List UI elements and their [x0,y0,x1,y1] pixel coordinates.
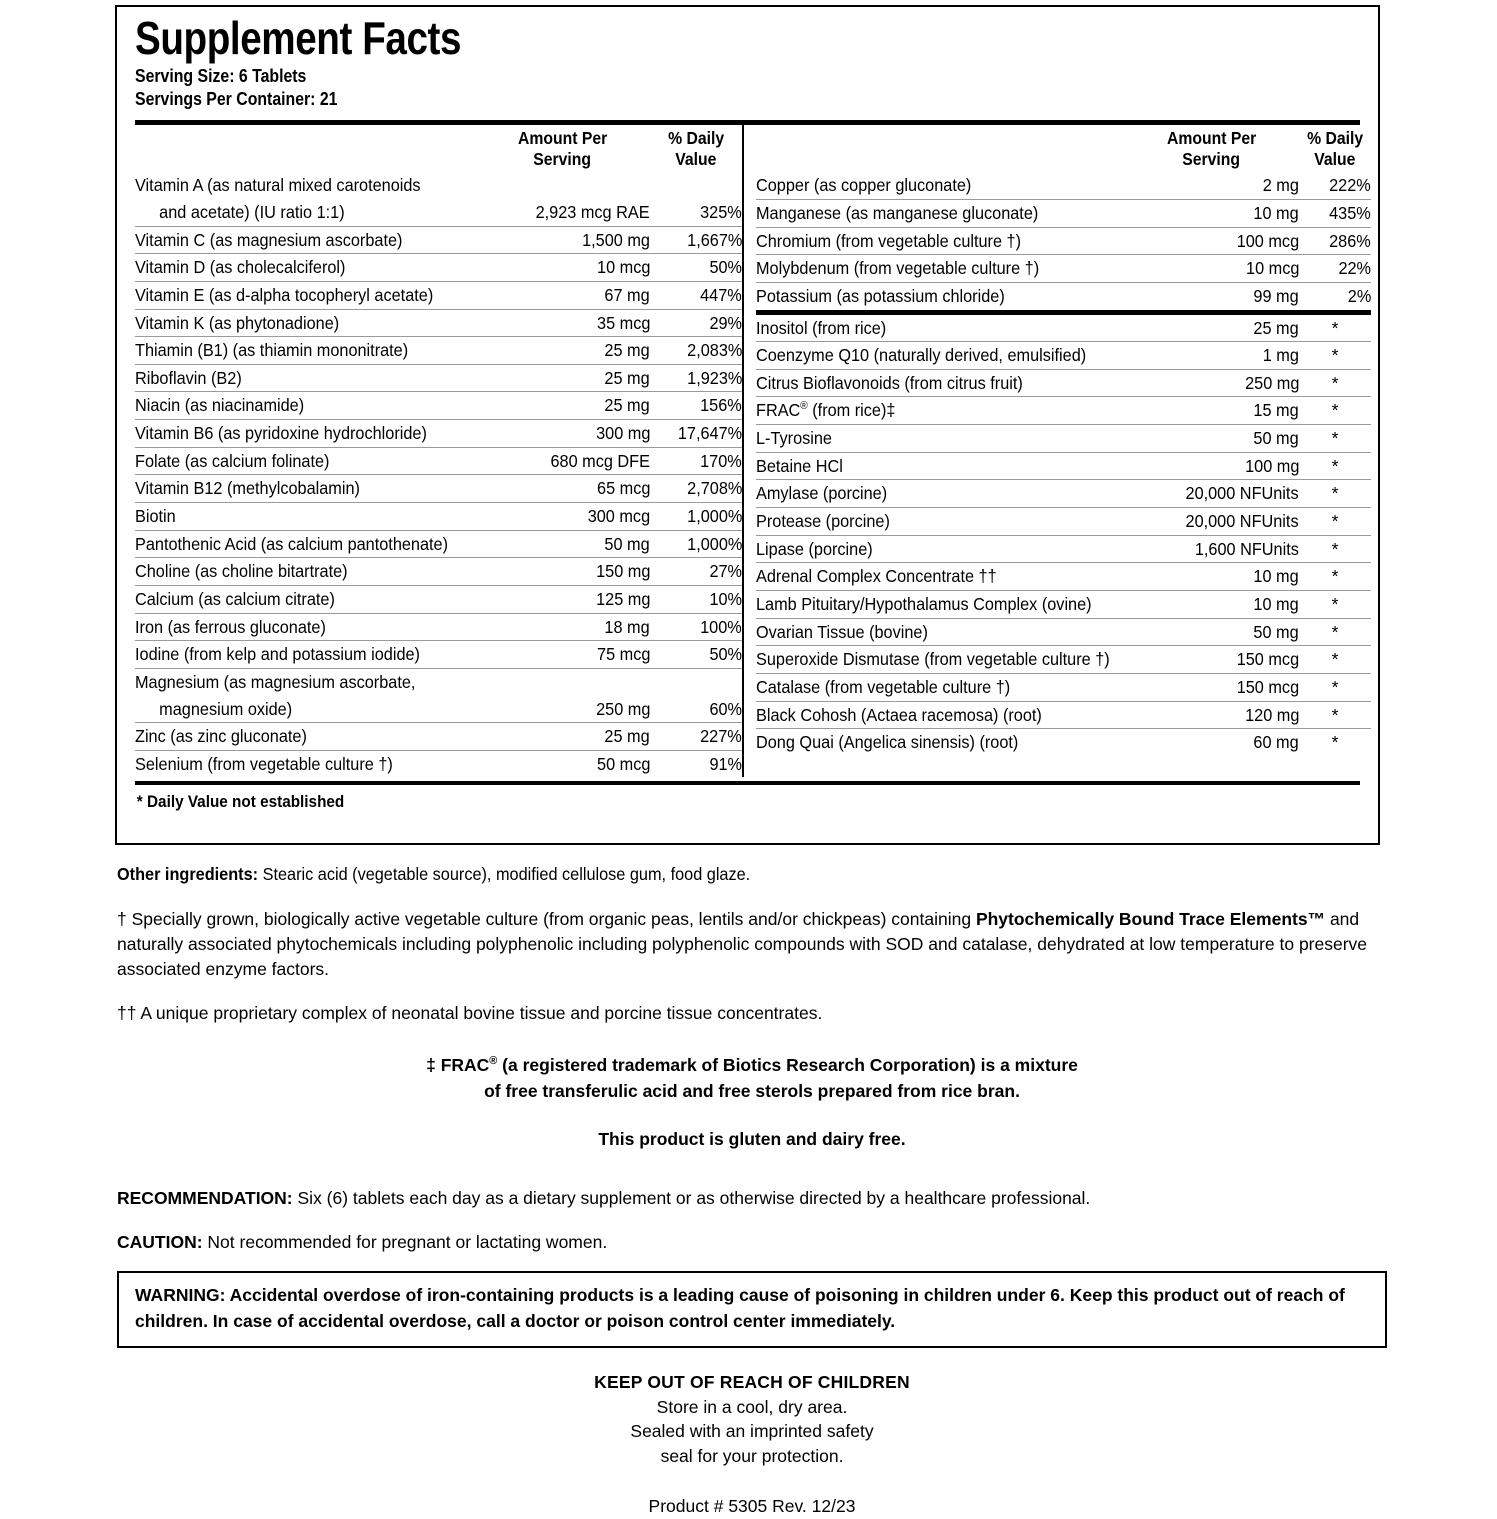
nutrient-amount: 1,600 NFUnits [1124,535,1299,563]
nutrient-row [135,750,742,777]
storage-line-1: Store in a cool, dry area. [656,1396,848,1417]
nutrient-name: Chromium (from vegetable culture †) [756,227,1124,255]
nutrient-dv: * [1299,729,1371,756]
nutrient-amount: 60 mg [1124,729,1299,756]
nutrient-amount: 50 mg [1124,425,1299,453]
caution-text: Not recommended for pregnant or lactating women. [202,1232,608,1253]
nutrient-row [756,535,1371,563]
storage-line-2: Sealed with an imprinted safety [630,1421,874,1441]
nutrient-name: Superoxide Dismutase (from vegetable culture †) [756,646,1124,674]
frac-trademark-block [117,1052,1387,1105]
nutrient-dv: 50% [650,641,742,669]
nutrient-name: Vitamin E (as d-alpha tocopheryl acetate) [135,281,475,309]
nutrient-amount: 25 mg [475,723,650,751]
right-nutrient-column [744,125,1371,777]
nutrient-row [756,172,1371,199]
nutrient-amount: 18 mg [475,613,650,641]
nutrient-name: Riboflavin (B2) [135,364,475,392]
nutrient-amount: 250 mg [595,698,650,719]
nutrient-row [756,425,1371,453]
nutrient-amount: 150 mg [475,558,650,586]
nutrient-dv: 100% [650,613,742,641]
nutrient-amount: 10 mg [1124,199,1299,227]
nutrient-amount: 10 mg [1124,563,1299,591]
nutrient-row [135,172,742,199]
nutrient-row [756,508,1371,536]
nutrient-dv: * [1299,590,1371,618]
nutrient-name: Potassium (as potassium chloride) [756,282,1124,309]
nutrient-row [135,447,742,475]
nutrient-dv: * [1299,452,1371,480]
right-header-amount-l2: Serving [1182,148,1241,169]
right-table-body [756,172,1371,755]
nutrient-dv: 1,000% [650,503,742,531]
nutrient-dv: 1,000% [650,530,742,558]
nutrient-dv [650,172,742,199]
caution-paragraph [117,1230,1387,1255]
nutrient-amount: 250 mg [1124,369,1299,397]
nutrient-amount: 100 mg [1124,452,1299,480]
nutrient-columns [135,125,1371,777]
nutrient-amount: 20,000 NFUnits [1124,480,1299,508]
nutrient-row [756,315,1371,342]
nutrient-dv: * [1331,317,1339,338]
nutrient-row [756,199,1371,227]
nutrient-dv: 10% [650,585,742,613]
nutrient-row [135,392,742,420]
nutrient-name: Zinc (as zinc gluconate) [135,723,475,751]
keep-out-of-reach-heading: KEEP OUT OF REACH OF CHILDREN [594,1372,910,1392]
nutrient-name: Coenzyme Q10 (naturally derived, emulsified) [756,342,1124,370]
left-table-body [135,172,742,777]
product-code: Product # 5305 Rev. 12/23 [648,1496,856,1516]
nutrient-name: Vitamin D (as cholecalciferol) [135,254,475,282]
nutrient-name: FRAC® (from rice)‡ [756,397,1124,425]
nutrient-name: Catalase (from vegetable culture †) [756,673,1124,701]
nutrient-dv: * [1299,618,1371,646]
nutrient-row [756,452,1371,480]
nutrient-row [756,618,1371,646]
left-header-dv-l1: % Daily [667,128,725,149]
dagger-footnote [117,907,1387,982]
nutrient-dv: 286% [1299,227,1371,255]
nutrient-amount: 75 mcg [475,641,650,669]
nutrient-name: Iodine (from kelp and potassium iodide) [135,641,475,669]
nutrient-amount: 150 mcg [1124,673,1299,701]
frac-line-1 [117,1052,1387,1078]
nutrient-dv: 2,083% [650,337,742,365]
right-table-header-row [756,125,1371,172]
nutrient-amount: 65 mcg [475,475,650,503]
nutrient-dv: 222% [1329,175,1371,196]
nutrient-row [756,255,1371,283]
nutrient-dv: 22% [1299,255,1371,283]
nutrient-name: Manganese (as manganese gluconate) [756,199,1124,227]
nutrient-dv: 2% [1299,282,1371,309]
nutrient-name: Molybdenum (from vegetable culture †) [756,255,1124,283]
nutrient-name: Copper (as copper gluconate) [756,175,972,196]
nutrient-row [756,673,1371,701]
supplement-facts-panel [115,5,1380,845]
nutrient-name: Selenium (from vegetable culture †) [135,750,475,777]
nutrient-amount: 120 mg [1124,701,1299,729]
nutrient-row [135,364,742,392]
nutrient-row [135,723,742,751]
warning-text: WARNING: Accidental overdose of iron-containing products is a leading cause of poisoning in children under 6. Keep this product out of reach of children. In case of accidental overdose, call a doctor or poison control center immediately. [135,1285,1345,1331]
nutrient-name: Dong Quai (Angelica sinensis) (root) [756,729,1124,756]
nutrient-dv: 435% [1299,199,1371,227]
nutrient-row [756,563,1371,591]
gluten-dairy-free-statement: This product is gluten and dairy free. [598,1128,906,1149]
nutrient-row [135,309,742,337]
nutrient-dv: 2,708% [650,475,742,503]
nutrient-row [135,254,742,282]
nutrient-amount: 125 mg [475,585,650,613]
nutrient-row [135,530,742,558]
nutrient-dv: * [1299,563,1371,591]
nutrient-dv: * [1299,342,1371,370]
nutrient-amount: 99 mg [1124,282,1299,309]
trace-elements-trademark: Phytochemically Bound Trace Elements™ [975,908,1326,929]
nutrient-name: Vitamin B6 (as pyridoxine hydrochloride) [135,420,475,448]
nutrient-amount: 50 mg [1124,618,1299,646]
nutrient-amount: 10 mcg [1124,255,1299,283]
nutrient-name: Vitamin C (as magnesium ascorbate) [135,226,475,254]
nutrient-amount: 300 mg [475,420,650,448]
panel-title: Supplement Facts [135,12,462,64]
nutrient-dv: 17,647% [650,420,742,448]
nutrient-row [135,226,742,254]
nutrient-row [756,590,1371,618]
nutrient-name: Black Cohosh (Actaea racemosa) (root) [756,701,1124,729]
right-header-dv-l1: % Daily [1306,128,1364,149]
nutrient-row [756,701,1371,729]
nutrient-name: and acetate) (IU ratio 1:1) [159,201,345,222]
nutrient-name: Vitamin B12 (methylcobalamin) [135,475,475,503]
dv-footnote: * Daily Value not established [136,792,345,812]
nutrient-amount: 10 mcg [475,254,650,282]
nutrient-name: Choline (as choline bitartrate) [135,558,475,586]
nutrient-amount: 67 mg [475,281,650,309]
nutrient-row [135,475,742,503]
nutrient-amount: 15 mg [1124,397,1299,425]
dagger-footnote-part1: † Specially grown, biologically active vegetable culture (from organic peas, lentils and/or chickpeas) containing [117,908,976,929]
nutrient-dv: 156% [650,392,742,420]
nutrient-dv: 1,667% [650,226,742,254]
nutrient-dv: * [1299,397,1371,425]
nutrient-amount: 680 mcg DFE [475,447,650,475]
serving-size: Serving Size: 6 Tablets [135,66,307,86]
nutrient-dv: * [1299,480,1371,508]
nutrient-row [135,613,742,641]
nutrient-amount: 50 mg [475,530,650,558]
nutrient-name: Citrus Bioflavonoids (from citrus fruit) [756,369,1124,397]
registered-mark-icon: ® [489,1055,498,1068]
frac-line-1b: (a registered trademark of Biotics Research Corporation) is a mixture [497,1055,1078,1076]
frac-line-1a: ‡ FRAC [426,1055,490,1076]
nutrient-amount [475,668,650,695]
nutrient-row [135,281,742,309]
left-header-dv-l2: Value [675,148,717,169]
storage-line-3: seal for your protection. [660,1445,844,1466]
nutrient-row-continued [135,199,742,226]
nutrient-name: Pantothenic Acid (as calcium pantothenate) [135,530,475,558]
nutrient-name: Magnesium (as magnesium ascorbate, [135,668,475,695]
left-header-amount-l1: Amount Per [517,128,608,149]
nutrient-dv: * [1299,425,1371,453]
right-header-dv [1299,125,1371,172]
nutrient-row [756,369,1371,397]
warning-box [117,1271,1387,1348]
nutrient-name: Vitamin A (as natural mixed carotenoids [135,175,421,196]
nutrient-dv: * [1299,369,1371,397]
nutrient-row [756,227,1371,255]
nutrient-row [756,480,1371,508]
nutrient-dv: 50% [650,254,742,282]
nutrient-dv: * [1299,673,1371,701]
nutrient-name: Lamb Pituitary/Hypothalamus Complex (ovine) [756,590,1124,618]
label-body-text [117,862,1387,1519]
nutrient-dv: * [1299,508,1371,536]
frac-line-2: of free transferulic acid and free sterols prepared from rice bran. [484,1081,1020,1102]
nutrient-name: magnesium oxide) [159,698,293,719]
nutrient-dv: * [1299,646,1371,674]
left-nutrient-column [135,125,742,777]
nutrient-dv: 91% [650,750,742,777]
nutrient-row [756,646,1371,674]
nutrient-row [135,641,742,669]
left-header-amount-l2: Serving [533,148,592,169]
nutrient-row [135,503,742,531]
registered-mark-icon: ® [800,400,808,413]
nutrient-amount: 2,923 mcg RAE [536,201,650,222]
nutrient-name: Adrenal Complex Concentrate †† [756,563,1124,591]
nutrient-dv: 227% [650,723,742,751]
other-ingredients-text: Stearic acid (vegetable source), modified cellulose gum, food glaze. [258,864,751,884]
dagger-footnote-part2: and naturally associated phytochemicals including polyphenolic including polyphenolic compounds with SOD and catalase, dehydrated at low temperature to preserve associated enzyme factors. [117,908,1368,979]
right-header-amount-l1: Amount Per [1166,128,1257,149]
nutrient-amount: 10 mg [1124,590,1299,618]
nutrient-row [135,337,742,365]
servings-per-container: Servings Per Container: 21 [135,89,338,110]
other-ingredients-label: Other ingredients: [117,864,259,884]
caution-label: CAUTION: [117,1232,203,1253]
other-ingredients-paragraph [117,862,1387,887]
nutrient-dv: 325% [700,201,742,222]
nutrient-row [135,420,742,448]
nutrient-amount: 1 mg [1124,342,1299,370]
nutrient-name: Folate (as calcium folinate) [135,447,475,475]
nutrient-amount: 20,000 NFUnits [1124,508,1299,536]
recommendation-text: Six (6) tablets each day as a dietary supplement or as otherwise directed by a healthcare professional. [292,1187,1091,1208]
nutrient-row [756,342,1371,370]
nutrient-amount: 50 mcg [475,750,650,777]
nutrient-row [135,585,742,613]
nutrient-amount: 25 mg [1253,317,1299,338]
nutrient-name: Thiamin (B1) (as thiamin mononitrate) [135,337,475,365]
nutrient-row [756,729,1371,756]
storage-block [117,1370,1387,1468]
right-header-dv-l2: Value [1314,148,1356,169]
left-table-header-row [135,125,742,172]
nutrient-row [135,668,742,695]
nutrient-amount [475,172,650,199]
nutrient-name: Amylase (porcine) [756,480,1124,508]
nutrient-amount: 25 mg [475,337,650,365]
nutrient-amount: 1,500 mg [475,226,650,254]
nutrient-dv: * [1299,701,1371,729]
nutrient-dv: 27% [650,558,742,586]
left-nutrient-table [135,125,742,777]
nutrient-dv: 60% [709,698,742,719]
nutrient-dv: 1,923% [650,364,742,392]
nutrient-row [135,558,742,586]
nutrient-name: Betaine HCl [756,452,1124,480]
nutrient-name: Lipase (porcine) [756,535,1124,563]
right-header-amount [1124,125,1299,172]
recommendation-label: RECOMMENDATION: [117,1187,293,1208]
nutrient-amount: 150 mcg [1124,646,1299,674]
nutrient-name: Inositol (from rice) [756,317,887,338]
nutrient-dv: 170% [650,447,742,475]
nutrient-dv [650,668,742,695]
nutrient-amount: 300 mcg [475,503,650,531]
nutrient-name: Iron (as ferrous gluconate) [135,613,475,641]
right-nutrient-table [756,125,1371,756]
nutrient-name: Ovarian Tissue (bovine) [756,618,1124,646]
nutrient-name: Vitamin K (as phytonadione) [135,309,475,337]
nutrient-name: L-Tyrosine [756,425,1124,453]
nutrient-amount: 2 mg [1262,175,1299,196]
nutrient-name: Biotin [135,503,475,531]
nutrient-row [756,397,1371,425]
nutrient-row-continued [135,696,742,723]
nutrient-dv: * [1299,535,1371,563]
double-dagger-footnote: †† A unique proprietary complex of neonatal bovine tissue and porcine tissue concentrates. [117,1003,823,1024]
nutrient-dv: 447% [650,281,742,309]
nutrient-amount: 25 mg [475,392,650,420]
left-header-blank [135,125,475,172]
left-header-amount [475,125,650,172]
nutrient-name: Protease (porcine) [756,508,1124,536]
recommendation-paragraph [117,1186,1387,1211]
left-header-dv [650,125,742,172]
nutrient-name: Niacin (as niacinamide) [135,392,475,420]
nutrient-amount: 100 mcg [1124,227,1299,255]
right-header-blank [756,125,1124,172]
nutrient-amount: 25 mg [475,364,650,392]
nutrient-name: Calcium (as calcium citrate) [135,585,475,613]
nutrient-amount: 35 mcg [475,309,650,337]
nutrient-dv: 29% [650,309,742,337]
nutrient-row [756,282,1371,309]
